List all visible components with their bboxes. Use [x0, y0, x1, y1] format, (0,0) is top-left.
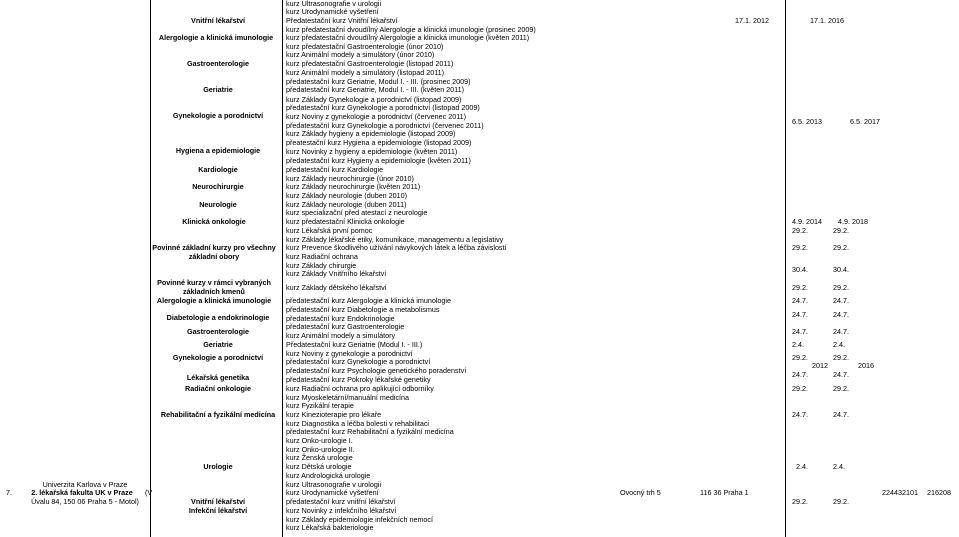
date-cell: 29.2.: [792, 283, 808, 292]
course-name: kurz Animální modely a simulátory (listopad 2011): [286, 68, 445, 77]
course-name: kurz Radiační ochrana: [286, 252, 358, 261]
course-name: kurz Kinezioterapie pro lékaře: [286, 410, 382, 419]
row-label: Neurologie: [199, 200, 237, 209]
date-cell: 29.2.: [792, 226, 808, 235]
row-label: Neurochirurgie: [192, 182, 244, 191]
row-label: Radiační onkologie: [185, 384, 251, 393]
date-cell: 2012: [812, 361, 828, 370]
course-name: kurz specializační před atestací z neurologie: [286, 208, 428, 217]
date-cell: 29.2.: [833, 243, 849, 252]
date-cell: 29.2.: [792, 384, 808, 393]
row-label: Infekční lékařství: [188, 506, 248, 515]
course-name: kurz Základy neurochirurgie (únor 2010): [286, 174, 414, 183]
row-label: Vnitřní lékařství: [191, 497, 245, 506]
date-cell: 116 36 Praha 1: [700, 488, 749, 497]
date-cell: 2016: [858, 361, 874, 370]
date-cell: 24.7.: [792, 370, 808, 379]
date-cell: 7.: [6, 488, 12, 497]
course-name: kurz Ženská urologie: [286, 453, 353, 462]
course-name: kurz Základy Gynekologie a porodnictví (listopad 2009): [286, 95, 462, 104]
row-label: Klinická onkologie: [182, 217, 246, 226]
course-name: kurz Základy neurologie (duben 2010): [286, 191, 408, 200]
date-cell: 17.1. 2012: [735, 16, 769, 25]
row-label: Kardiologie: [198, 165, 238, 174]
course-name: Předatestační kurz Vnitřní lékařství: [286, 16, 398, 25]
course-name: kurz Základy epidemiologie infekčních nemocí: [286, 515, 434, 524]
date-cell: 2.4.: [796, 462, 808, 471]
course-name: kurz Základy Vnitřního lékařství: [286, 269, 387, 278]
course-name: předatestační kurz Hygieny a epidemiologie (květen 2011): [286, 156, 471, 165]
course-name: kurz Základy neurochirurgie (květen 2011): [286, 182, 421, 191]
date-cell: 29.2.: [792, 243, 808, 252]
row-label: Diabetologie a endokrinologie: [166, 313, 270, 322]
row-label: Povinné základní kurzy pro všechny: [152, 243, 276, 252]
course-name: předatestační kurz Alergologie a klinická imunologie: [286, 296, 452, 305]
course-name: kurz předatestační Gastroenterologie (únor 2010): [286, 42, 444, 51]
row-label: Gastroenterologie: [187, 59, 249, 68]
course-name: předatestační kurz Gynekologie a porodnictví (červenec 2011): [286, 121, 484, 130]
course-name: kurz Ultrasonografie v urologii: [286, 480, 382, 489]
course-name: kurz Ultrasonografie v urologii: [286, 0, 382, 8]
course-name: kurz Základy neurologie (duben 2011): [286, 200, 407, 209]
date-cell: 6.5. 2013: [792, 117, 822, 126]
date-cell: 4.9. 2018: [838, 217, 868, 226]
date-cell: 29.2.: [792, 353, 808, 362]
date-cell: 29.2.: [792, 497, 808, 506]
date-cell: 29.2.: [833, 497, 849, 506]
row-label: základních kmenů: [183, 287, 245, 296]
course-name: kurz Novinky z infekčního lékařství: [286, 506, 397, 515]
row-label: Geriatrie: [203, 340, 233, 349]
row-label: základní obory: [188, 252, 240, 261]
date-cell: 2.4.: [833, 462, 845, 471]
course-name: kurz Základy dětského lékařství: [286, 283, 387, 292]
date-cell: 24.7.: [792, 410, 808, 419]
table-column-divider: [785, 0, 786, 537]
course-name: předatestační kurz Rehabilitační a fyzikální medicína: [286, 427, 454, 436]
date-cell: 24.7.: [833, 410, 849, 419]
date-cell: 17.1. 2016: [810, 16, 844, 25]
row-label: Univerzita Karlova v Praze: [42, 480, 128, 489]
row-label: Gastroenterologie: [187, 327, 249, 336]
course-name: kurz Animální modely a simulátory (únor 2010): [286, 50, 435, 59]
course-name: kurz Onko-urologie I.: [286, 436, 353, 445]
course-name: kurz Lékařská bakteriologie: [286, 523, 374, 532]
row-label: Gynekologie a porodnictví: [172, 353, 264, 362]
date-cell: 24.7.: [833, 296, 849, 305]
course-name: kurz Prevence škodlivého užívání návykových látek a léčba závislostí: [286, 243, 507, 252]
course-name: předatestační kurz Gynekologie a porodnictví: [286, 357, 431, 366]
date-cell: 29.2.: [833, 226, 849, 235]
date-cell: 24.7.: [792, 310, 808, 319]
row-label: 2. lékařská fakulta UK v Praze: [31, 488, 133, 497]
course-name: předatestační kurz Gastroenterologie: [286, 322, 405, 331]
date-cell: 6.5. 2017: [850, 117, 880, 126]
date-cell: Ovocný trh 5: [620, 488, 661, 497]
course-name: kurz Noviny z gynekologie a porodnictví (červenec 2011): [286, 112, 467, 121]
course-name: kurz Myoskeletární/manuální medicína: [286, 393, 410, 402]
course-name: kurz Radiační ochrana pro aplikující odborníky: [286, 384, 434, 393]
course-name: kurz Základy lékařské etiky, komunikace, managementu a legislativy: [286, 235, 504, 244]
course-name: předatestační kurz Gynekologie a porodnictví (listopad 2009): [286, 103, 480, 112]
course-name: kurz Andrologická urologie: [286, 471, 371, 480]
table-column-divider: [282, 0, 283, 537]
row-label: Geriatrie: [203, 85, 233, 94]
row-label: Gynekologie a porodnictví: [172, 111, 264, 120]
course-name: předatestační kurz Geriatrie, Modul I. - III. (prosinec 2009): [286, 77, 471, 86]
course-name: kurz předatestační dvoudílný Alergologie a klinická imunologie (květen 2011): [286, 33, 530, 42]
course-name: předatestační kurz vnitřní lékařství: [286, 497, 396, 506]
date-cell: 30.4.: [833, 265, 849, 274]
course-name: Předatestační kurz Geriatrie (Modul I. - III.): [286, 340, 423, 349]
course-name: přeatestační kurz Hygiena a epidemiologie (listopad 2009): [286, 138, 472, 147]
course-name: předatestační kurz Psychologie genetického poradenství: [286, 366, 467, 375]
course-name: kurz Lékařská první pomoc: [286, 226, 373, 235]
date-cell: 29.2.: [833, 283, 849, 292]
course-name: kurz Urodynamické vyšetření: [286, 488, 379, 497]
course-name: kurz předatestační Klinická onkologie: [286, 217, 405, 226]
date-cell: 24.7.: [833, 310, 849, 319]
row-label: Vnitřní lékařství: [191, 16, 245, 25]
row-label: Rehabilitační a fyzikální medicína: [160, 410, 276, 419]
date-cell: 29.2.: [833, 353, 849, 362]
date-cell: 24.7.: [833, 327, 849, 336]
date-cell: 30.4.: [792, 265, 808, 274]
course-name: kurz Diagnostika a léčba bolesti v rehabilitaci: [286, 419, 430, 428]
course-name: předatestační kurz Geriatrie, Modul I. - III. (květen 2011): [286, 85, 465, 94]
row-label: Alergologie a klinická imunologie: [158, 33, 274, 42]
date-cell: 224432101: [882, 488, 918, 497]
course-name: kurz Noviny z gynekologie a porodnictví: [286, 349, 413, 358]
date-cell: 24.7.: [792, 296, 808, 305]
course-name: předatestační kurz Endokrinologie: [286, 314, 395, 323]
date-cell: 29.2.: [833, 384, 849, 393]
date-cell: 24.7.: [792, 327, 808, 336]
course-name: kurz Onko-urologie II.: [286, 445, 355, 454]
course-name: předatestační kurz Diabetologie a metabolismus: [286, 305, 440, 314]
date-cell: (V: [145, 488, 153, 497]
table-left-border: [150, 0, 151, 537]
course-name: kurz Animální modely a simulátory: [286, 331, 396, 340]
row-label: Hygiena a epidemiologie: [175, 146, 261, 155]
course-name: kurz Základy chirurgie: [286, 261, 357, 270]
course-name: kurz Dětská urologie: [286, 462, 352, 471]
date-cell: 216208: [927, 488, 951, 497]
course-name: kurz předatestační dvoudílný Alergologie a klinická imunologie (prosinec 2009): [286, 25, 536, 34]
course-name: kurz Základy hygieny a epidemiologie (listopad 2009): [286, 129, 456, 138]
row-label: Povinné kurzy v rámci vybraných: [157, 278, 271, 287]
row-label: Alergologie a klinická imunologie: [156, 296, 272, 305]
course-name: kurz Urodynamické vyšetření: [286, 7, 379, 16]
course-name: předatestační kurz Pokroky lékařské genetiky: [286, 375, 431, 384]
date-cell: 2.4.: [792, 340, 804, 349]
date-cell: 24.7.: [833, 370, 849, 379]
course-name: předatestační kurz Kardiologie: [286, 165, 384, 174]
date-cell: 2.4.: [833, 340, 845, 349]
course-name: kurz Fyzikální terapie: [286, 401, 354, 410]
row-label: Úvalu 84, 150 06 Praha 5 - Motol): [31, 497, 139, 506]
row-label: Urologie: [203, 462, 233, 471]
course-name: kurz předatestační Gastroenterologie (listopad 2011): [286, 59, 454, 68]
row-label: Lékařská genetika: [186, 373, 250, 382]
date-cell: 4.9. 2014: [792, 217, 822, 226]
course-name: kurz Novinky z hygieny a epidemiologie (květen 2011): [286, 147, 458, 156]
